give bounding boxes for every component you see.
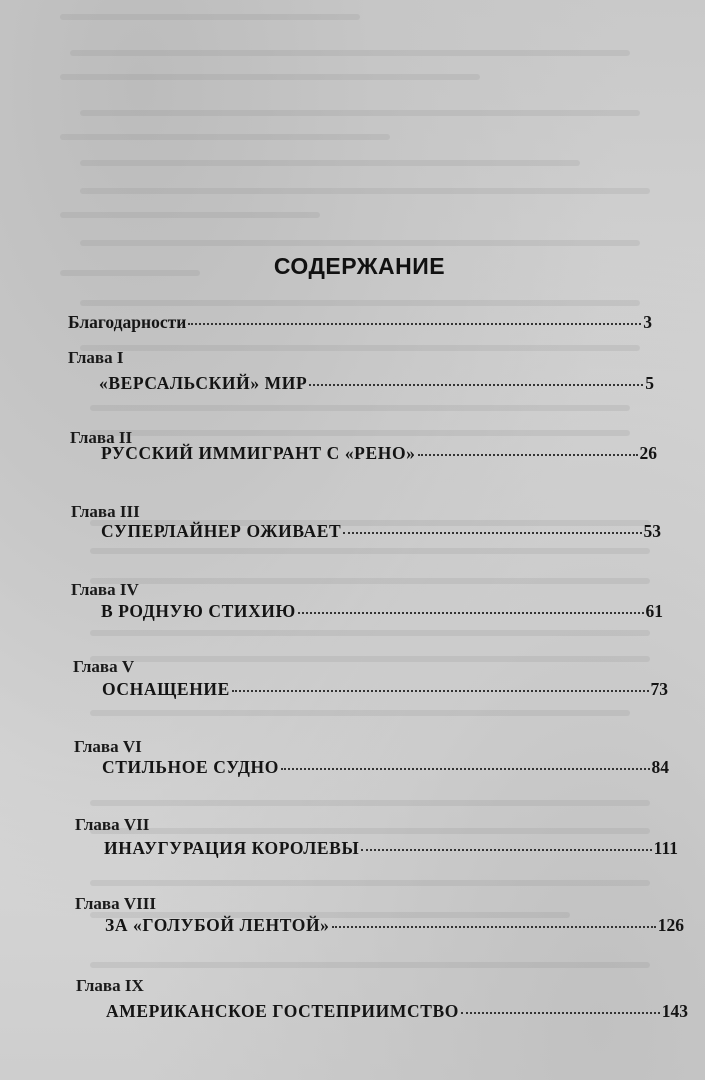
dot-leader [281, 768, 650, 770]
chapter-number: Глава IV [71, 580, 139, 599]
entry-page-number: 3 [643, 312, 652, 332]
toc-entry-chapter-5 [102, 679, 668, 700]
dot-leader [418, 454, 638, 456]
dot-leader [232, 690, 649, 692]
dot-leader [188, 323, 641, 325]
chapter-number: Глава I [68, 348, 124, 367]
chapter-number: Глава VIII [75, 894, 156, 913]
toc-entry-acknowledgements [68, 312, 652, 333]
chapter-page-number: 53 [643, 521, 661, 541]
chapter-page-number: 26 [639, 443, 657, 463]
dot-leader [298, 612, 644, 614]
chapter-title: РУССКИЙ ИММИГРАНТ С «РЕНО» [101, 443, 416, 463]
dot-leader [332, 926, 656, 928]
dot-leader [461, 1012, 660, 1014]
chapter-page-number: 84 [651, 757, 669, 777]
chapter-title: В РОДНУЮ СТИХИЮ [101, 601, 296, 621]
toc-entry-chapter-7 [104, 838, 678, 859]
chapter-title: АМЕРИКАНСКОЕ ГОСТЕПРИИМСТВО [106, 1001, 459, 1021]
chapter-number: Глава V [73, 657, 135, 676]
dot-leader [343, 532, 641, 534]
dot-leader [309, 384, 643, 386]
chapter-number: Глава III [71, 502, 140, 521]
chapter-title: СУПЕРЛАЙНЕР ОЖИВАЕТ [101, 521, 342, 541]
chapter-page-number: 5 [645, 373, 654, 393]
chapter-title: ИНАУГУРАЦИЯ КОРОЛЕВЫ [104, 838, 360, 858]
chapter-title: ОСНАЩЕНИЕ [102, 679, 230, 699]
chapter-number: Глава II [70, 428, 133, 447]
dot-leader [361, 849, 651, 851]
entry-label: Благодарности [68, 312, 187, 332]
chapter-title: СТИЛЬНОЕ СУДНО [102, 757, 279, 777]
toc-entry-chapter-8 [105, 915, 684, 936]
chapter-page-number: 73 [650, 679, 668, 699]
chapter-number: Глава IX [76, 976, 144, 995]
chapter-page-number: 111 [653, 838, 678, 858]
chapter-title: «ВЕРСАЛЬСКИЙ» МИР [99, 373, 308, 393]
chapter-page-number: 126 [657, 915, 684, 935]
chapter-page-number: 61 [645, 601, 663, 621]
chapter-page-number: 143 [661, 1001, 688, 1021]
chapter-number: Глава VII [75, 815, 150, 834]
toc-entry-chapter-9 [106, 1001, 688, 1022]
toc-entry-chapter-1 [99, 373, 654, 394]
toc-entry-chapter-4 [101, 601, 663, 622]
toc-entry-chapter-3 [101, 521, 661, 542]
chapter-number: Глава VI [74, 737, 142, 756]
toc-heading: СОДЕРЖАНИЕ [273, 253, 446, 279]
chapter-title: ЗА «ГОЛУБОЙ ЛЕНТОЙ» [105, 915, 330, 935]
toc-entry-chapter-2 [101, 443, 657, 464]
toc-entry-chapter-6 [102, 757, 669, 778]
